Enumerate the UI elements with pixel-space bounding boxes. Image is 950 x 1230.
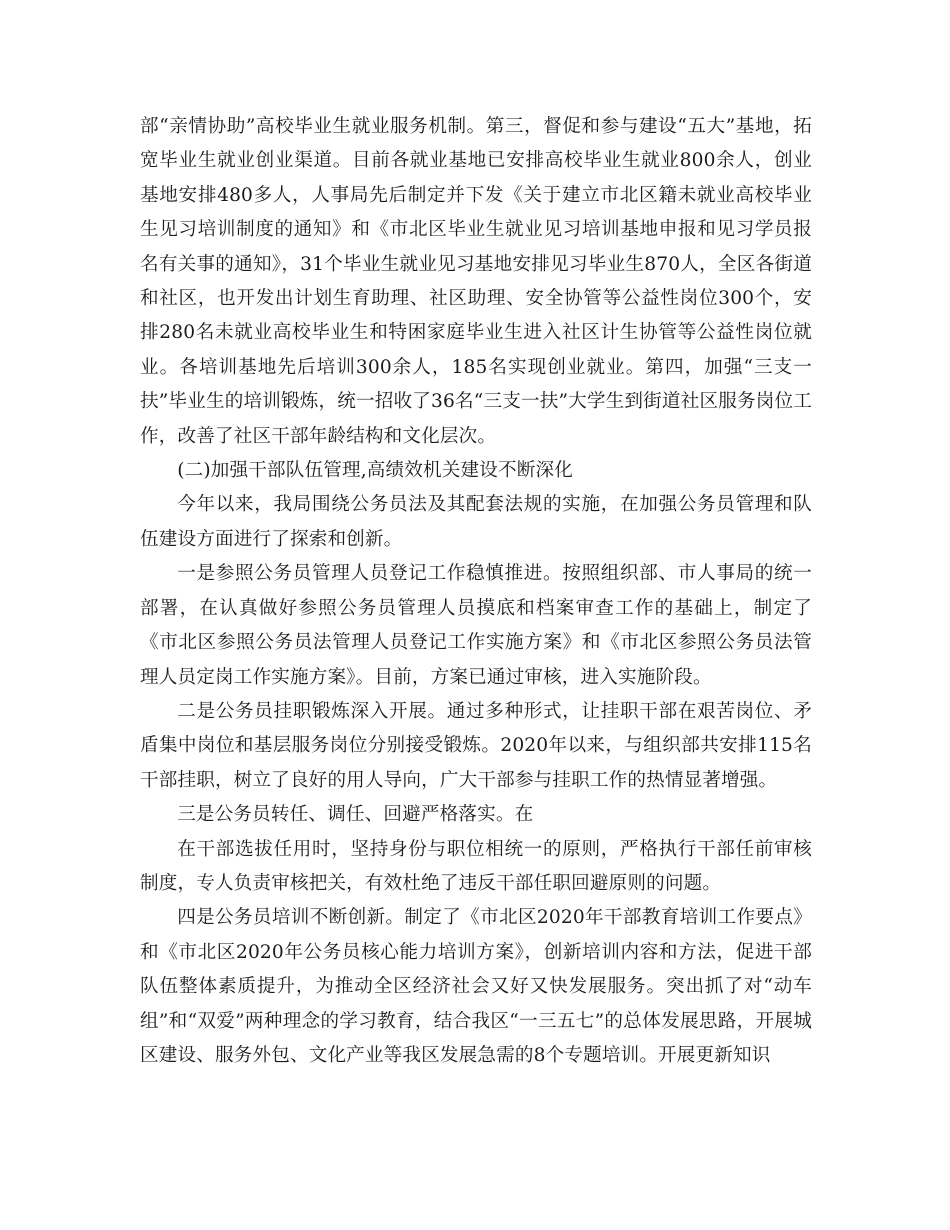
paragraph-cadre-selection: 在干部选拔任用时，坚持身份与职位相统一的原则，严格执行干部任前审核制度，专人负责审核把关，有效杜绝了违反干部任职回避原则的问题。 <box>140 838 812 894</box>
paragraph-training-innovation: 四是公务员培训不断创新。制定了《市北区2020年干部教育培训工作要点》和《市北区2020年公务员核心能力培训方案》，创新培训内容和方法，促进干部队伍整体素质提升，为推动全区经济社会又好又快发展服务。突出抓了对“动车组”和“双爱”两种理念的学习教育，结合我区“一三五七”的总体发展思路，开展城区建设、服务外包、文化产业等我区发展急需的8个专题培训。开展更新知识 <box>140 907 812 1066</box>
paragraph-transfer-avoidance: 三是公务员转任、调任、回避严格落实。在 <box>177 804 534 826</box>
section-heading-cadre-management: (二)加强干部队伍管理,高绩效机关建设不断深化 <box>177 460 573 482</box>
paragraph-employment-mechanism: 部“亲情协助”高校毕业生就业服务机制。第三，督促和参与建设“五大”基地，拓宽毕业生就业创业渠道。目前各就业基地已安排高校毕业生就业800余人，创业基地安排480多人，人事局先后制定并下发《关于建立市北区籍未就业高校毕业生见习培训制度的通知》和《市北区毕业生就业见习培训基地申报和见习学员报名有关事的通知》，31个毕业生就业见习基地安排见习毕业生870人，全区各街道和社区，也开发出计划生育助理、社区助理、安全协管等公益性岗位300个，安排280名未就业高校毕业生和特困家庭毕业生进入社区计生协管等公益性岗位就业。各培训基地先后培训300余人，185名实现创业就业。第四，加强“三支一扶”毕业生的培训锻炼，统一招收了36名“三支一扶”大学生到街道社区服务岗位工作，改善了社区干部年龄结构和文化层次。 <box>140 116 812 447</box>
paragraph-registration-work: 一是参照公务员管理人员登记工作稳慎推进。按照组织部、市人事局的统一部署，在认真做好参照公务员管理人员摸底和档案审查工作的基础上，制定了《市北区参照公务员法管理人员登记工作实施方案》和《市北区参照公务员法管理人员定岗工作实施方案》。目前，方案已通过审核，进入实施阶段。 <box>140 563 812 688</box>
paragraph-temporary-posting: 二是公务员挂职锻炼深入开展。通过多种形式，让挂职干部在艰苦岗位、矛盾集中岗位和基层服务岗位分别接受锻炼。2020年以来，与组织部共安排115名干部挂职，树立了良好的用人导向，广大干部参与挂职工作的热情显著增强。 <box>140 700 812 791</box>
paragraph-civil-servant-intro: 今年以来，我局围绕公务员法及其配套法规的实施，在加强公务员管理和队伍建设方面进行了探索和创新。 <box>140 494 812 550</box>
document-body <box>140 110 812 1073</box>
